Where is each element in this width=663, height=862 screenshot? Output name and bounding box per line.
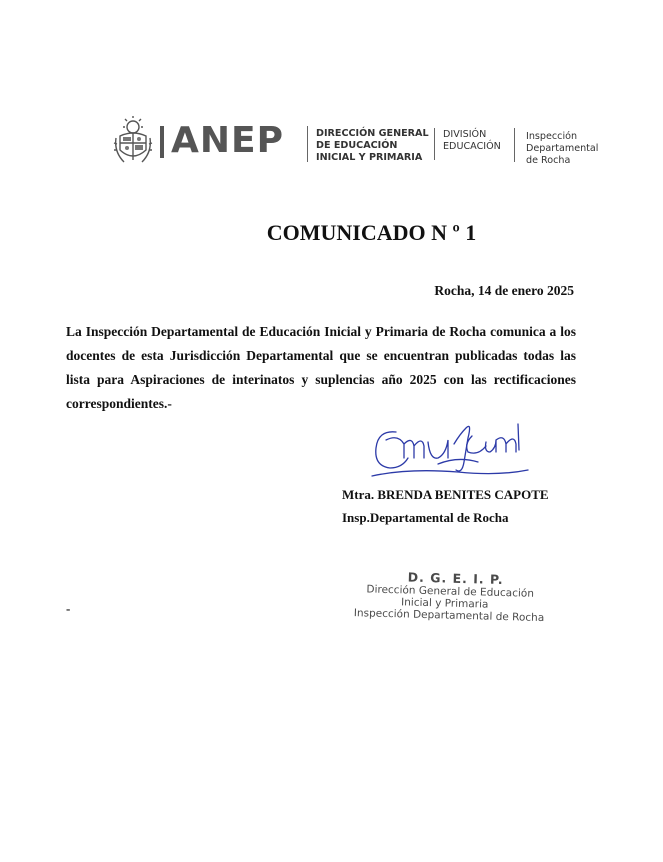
stamp-line: Inspección Departamental de Rocha	[353, 607, 545, 625]
stamp-line: Dirección General de Educación	[366, 583, 535, 600]
anep-logo-text: ANEP	[171, 120, 284, 161]
stamp-line: Inicial y Primaria	[400, 596, 489, 611]
brand-divider	[160, 126, 164, 158]
dg-title	[316, 128, 429, 164]
division-title	[443, 129, 501, 153]
inspection-line: de Rocha	[526, 155, 571, 166]
division-line: EDUCACIÓN	[443, 141, 501, 152]
letterhead	[112, 116, 612, 176]
inspection-line: Inspección	[526, 131, 578, 142]
official-stamp	[349, 568, 545, 625]
header-divider	[307, 126, 308, 162]
signatory-role: Insp.Departamental de Rocha	[342, 510, 509, 525]
dg-line: INICIAL Y PRIMARIA	[316, 152, 423, 163]
document-title: COMUNICADO N º 1	[266, 220, 477, 245]
dg-line: DE EDUCACIÓN	[316, 140, 398, 151]
header-divider	[514, 128, 515, 162]
inspection-line: Departamental	[526, 143, 599, 154]
dg-line: DIRECCIÓN GENERAL	[316, 128, 429, 139]
dash-mark: -	[66, 601, 71, 616]
header-divider	[434, 128, 435, 160]
document-body: La Inspección Departamental de Educación Inicial y Primaria de Rocha comunica a los docentes de esta Jurisdicción Departamental que se encuentran publicadas todas las lista para Aspiraciones de interinatos y suplencias año 2025 con las rectificaciones correspondientes.-	[66, 324, 576, 411]
inspection-title	[526, 131, 598, 167]
signatory-name: Mtra. BRENDA BENITES CAPOTE	[342, 487, 549, 502]
division-line: DIVISIÓN	[443, 129, 487, 140]
handwritten-signature	[368, 418, 538, 484]
document-date: Rocha, 14 de enero 2025	[434, 283, 574, 298]
stamp-code: D. G. E. I. P.	[407, 569, 504, 588]
uruguay-coat-of-arms-icon	[112, 116, 154, 168]
